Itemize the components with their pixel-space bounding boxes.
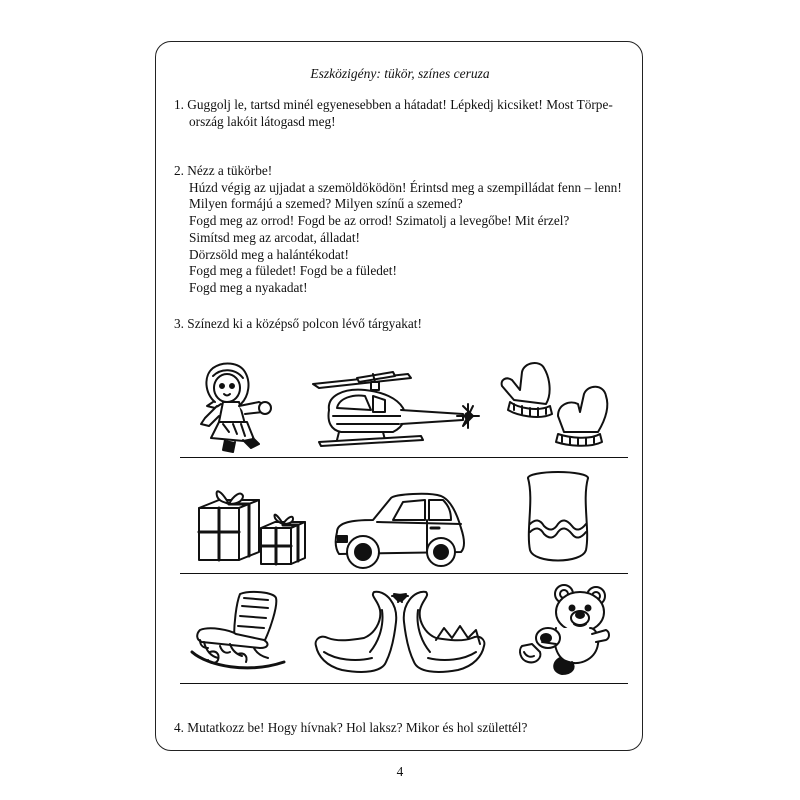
shelf-line (180, 457, 628, 458)
task-2-line: Dörzsöld meg a halántékodat! (189, 246, 349, 262)
task-2-line: Fogd meg az orrod! Fogd be az orrod! Szimatolj a levegőbe! Mit érzel? (189, 213, 570, 229)
task-4: 4. Mutatkozz be! Hogy hívnak? Hol laksz? Mikor és hol születtél? (174, 720, 528, 735)
task-2-line: Fogd meg a nyakadat! (189, 279, 308, 295)
page-number: 4 (396, 764, 404, 779)
task-2-line: Simítsd meg az arcodat, álladat! (189, 229, 360, 245)
task-2-line: Fogd meg a füledet! Fogd be a füledet! (189, 263, 397, 279)
tools-header: Eszközigény: tükör, színes ceruza (310, 66, 490, 81)
vase-icon (522, 470, 594, 566)
task-2 (174, 163, 634, 297)
car-icon (333, 492, 473, 572)
task-2-line: Húzd végig az ujjadat a szemöldöködön! Érintsd meg a szempilládat fenn – lenn! (189, 179, 622, 195)
task-1 (174, 97, 634, 130)
task-1-line-2: ország lakóit látogasd meg! (189, 113, 336, 129)
shelf-line (180, 573, 628, 574)
doll-icon (193, 362, 289, 454)
task-3: 3. Színezd ki a középső polcon lévő tárgyakat! (174, 316, 422, 331)
task-1-line-1: 1. Guggolj le, tartsd minél egyenesebben a hátadat! Lépkedj kicsiket! Most Törpe- (174, 97, 613, 112)
task-2-title: 2. Nézz a tükörbe! (174, 163, 273, 178)
rocking-chair-icon (190, 590, 286, 676)
shelf-line (180, 683, 628, 684)
mittens-icon (500, 360, 612, 452)
teddy-bear-icon (512, 582, 610, 676)
task-2-line: Milyen formájú a szemed? Milyen színű a szemed? (189, 196, 463, 212)
gift-boxes-icon (195, 486, 307, 568)
swans-icon (312, 592, 488, 676)
helicopter-icon (313, 370, 483, 452)
